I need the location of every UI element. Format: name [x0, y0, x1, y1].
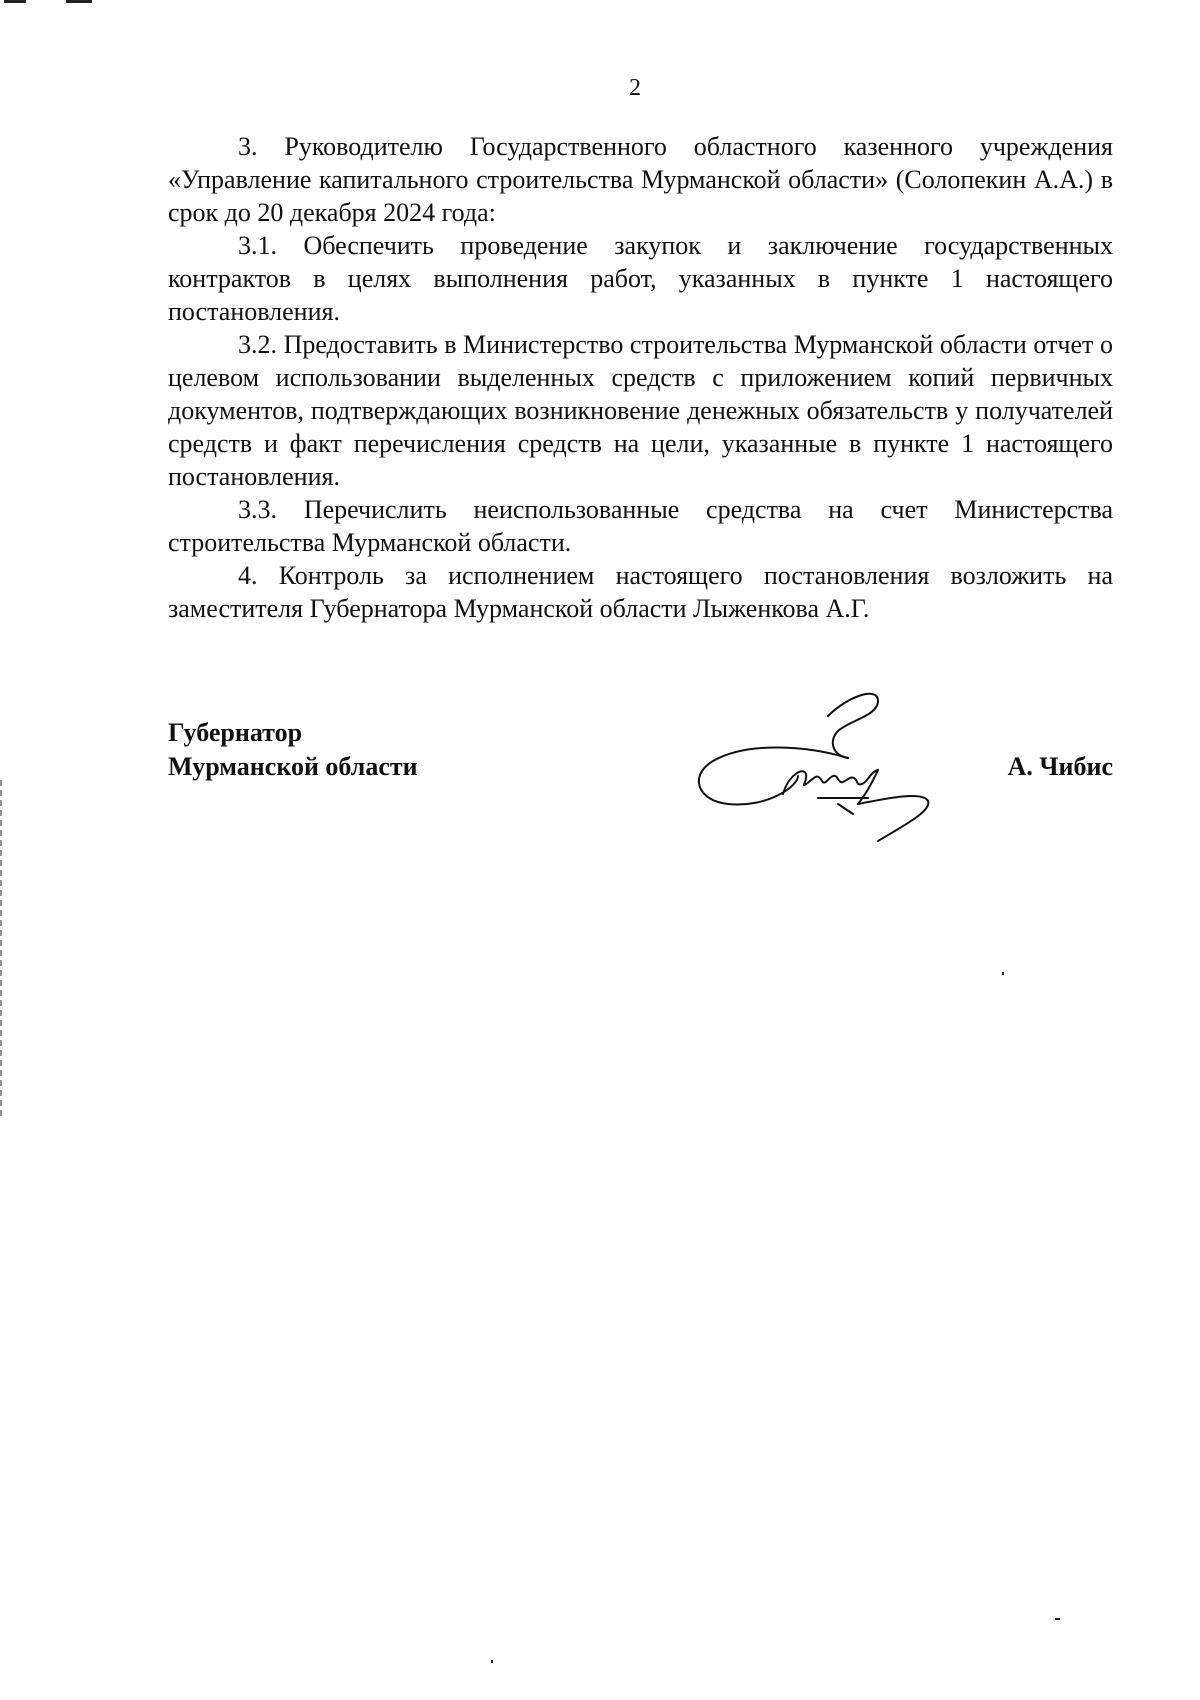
page-number: 2 [629, 75, 641, 101]
handwritten-signature [688, 686, 948, 866]
scan-dot [1055, 1618, 1060, 1620]
document-body [168, 130, 1113, 625]
signer-name: А. Чибис [1007, 752, 1113, 781]
paragraph-3: 3. Руководителю Государственного областного казенного учреждения «Управление капитального строительства Мурманской области» (Солопекин А.А.) в срок до 20 декабря 2024 года: [168, 132, 1113, 227]
scan-artifact-top-left [4, 0, 26, 3]
paragraph-4: 4. Контроль за исполнением настоящего постановления возложить на заместителя Губернатора Мурманской области Лыженкова А.Г. [168, 561, 1113, 623]
signer-position-line1: Губернатор [168, 718, 303, 747]
scan-artifact-top-left-2 [66, 0, 92, 3]
signer-position-line2: Мурманской области [168, 752, 418, 781]
paragraph-3-1: 3.1. Обеспечить проведение закупок и заключение государственных контрактов в целях выполнения работ, указанных в пункте 1 настоящего постановления. [168, 231, 1113, 326]
paragraph-3-3: 3.3. Перечислить неиспользованные средства на счет Министерства строительства Мурманской области. [168, 495, 1113, 557]
scan-dot [491, 1660, 493, 1663]
paragraph-3-2: 3.2. Предоставить в Министерство строительства Мурманской области отчет о целевом использовании выделенных средств с приложением копий первичных документов, подтверждающих возникновение денежных обязательств у получателей средств и факт перечисления средств на цели, указанные в пункте 1 настоящего постановления. [168, 330, 1113, 491]
signer-position [168, 716, 418, 784]
scan-edge-line [0, 780, 2, 1120]
signature-block [168, 716, 1113, 866]
scan-dot [1002, 972, 1004, 975]
